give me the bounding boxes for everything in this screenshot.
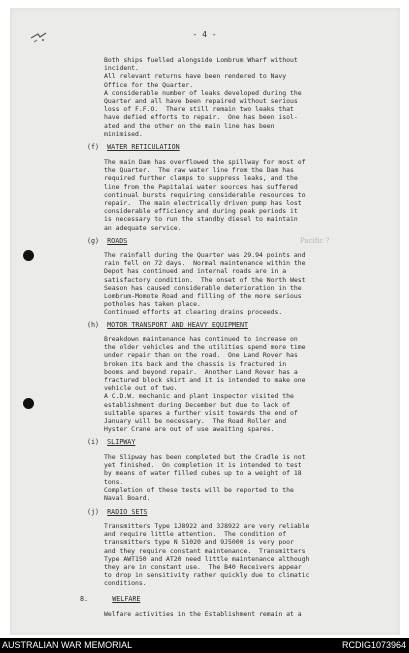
text-line: is necessary to run the standby diesel to maintain [104,215,298,224]
text-line: Hyster Crane are out of use awaiting spares. [104,425,275,434]
text-line: A considerable number of leaks developed during the [104,88,302,97]
section-body-motor-transport [104,335,354,433]
section-title: WATER RETICULATION [107,143,180,151]
text-line: Completion of these tests will be reported to the [104,485,294,494]
intro-paragraph [104,56,354,138]
section-title: SLIPWAY [107,438,136,446]
section-heading-j [87,508,147,516]
text-line: tons. [104,477,124,486]
text-line: Quarter and all have been repaired without serious [104,97,298,106]
text-line: the Quarter. The raw water line from the Dam has [104,166,294,175]
text-line: continual bursts requiring considerable resources to [104,190,306,199]
footer-bar [0,638,409,653]
text-line: considerable efficiency and during peak periods it [104,207,298,216]
text-line: The main Dam has overflowed the spillway for most of [104,158,306,166]
text-line: line from the Papitalai water sources has suffered [104,182,298,191]
section-body-radio-sets [104,522,354,588]
text-line: Type AWT150 and AT20 need little maintenance although [104,554,310,563]
text-line: Lombrum-Momote Road and filling of the more serious [104,292,302,301]
text-line: repair. The main electrically driven pump has lost [104,199,302,208]
text-line: to drop in sensitivity rather quickly due to climatic [104,571,310,580]
text-line: booms and beyond repair. Another Land Rover has a [104,367,298,376]
text-line: The rainfall during the Quarter was 29.94 points and [104,251,306,259]
text-line: Naval Board. [104,494,151,503]
text-line: by means of water filled cubes up to a weight of 18 [104,469,302,478]
text-line: All relevant returns have been rendered to Navy [104,72,287,81]
section-marker: 8. [80,595,89,603]
text-line: potholes has taken place. [104,300,201,309]
text-line: ated and the other on the main line has been [104,121,275,130]
text-line: conditions. [104,579,147,588]
section-heading-8 [80,595,140,603]
page-number: - 4 - [192,30,217,39]
section-heading-g [87,237,127,245]
text-line: suitable spares a further visit towards the end of [104,408,298,417]
text-line: they are in constant use. The B40 Receivers appear [104,563,302,572]
text-line: broken its back and the chassis is fractured in [104,359,287,368]
punch-hole-icon [23,250,34,261]
section-marker: (h) [87,321,100,329]
section-marker: (f) [87,143,100,151]
text-line: Breakdown maintenance has continued to increase on [104,335,298,343]
text-line: transmitters type N 51020 and 9J5000 is very poor [104,538,294,547]
text-line: and they require constant maintenance. Transmitters [104,546,306,555]
text-line: vehicle out of two. [104,384,178,393]
text-line: Depot has continued and internal roads are in a [104,267,287,276]
section-heading-h [87,321,248,329]
text-line: rain fell on 72 days. Normal maintenance within the [104,259,306,268]
text-line: the older vehicles and the utilities spend more time [104,343,306,352]
text-line: incident. [104,64,139,73]
section-title: WELFARE [112,595,141,603]
text-line: have defied efforts to repair. One has been isol- [104,113,298,122]
section-title: ROADS [107,237,128,245]
section-heading-f [87,143,180,151]
text-line: A C.D.W. mechanic and plant inspector visited the [104,392,294,401]
section-title: RADIO SETS [107,508,148,516]
section-body-welfare [104,610,354,618]
text-line: Welfare activities in the Establishment remain at a [104,610,302,618]
text-line: Both ships fuelled alongside Lombrum Wharf without [104,56,298,64]
text-line: an adequate service. [104,223,182,232]
text-line: Office for the Quarter. [104,80,194,89]
punch-hole-icon [23,398,34,409]
text-line: loss of F.F.O. There still remain two leaks that [104,105,294,114]
section-body-water-reticulation [104,158,354,232]
section-body-slipway [104,453,354,502]
text-line: satisfactory condition. The onset of the North West [104,275,306,284]
section-marker: (g) [87,237,100,245]
text-line: minimised. [104,129,143,138]
text-line: establishment during December but due to lack of [104,400,291,409]
footer-record-id: RCDIG1073964 [341,640,406,650]
text-line: The Slipway has been completed but the Cradle is not [104,453,306,461]
text-line: yet finished. On completion it is intended to test [104,461,302,470]
text-line: Continued efforts at clearing drains proceeds. [104,308,283,317]
footer-source: AUSTRALIAN WAR MEMORIAL [2,640,133,650]
pencil-annotation: Pacific ? [300,237,330,245]
text-line: Season has caused considerable deterioration in the [104,283,302,292]
text-line: fractured block skirt and it is intended to make one [104,376,306,385]
section-heading-i [87,438,135,446]
section-marker: (i) [87,438,100,446]
text-line: Transmitters Type 1J8922 and 3J8922 are very reliable [104,522,310,530]
section-title: MOTOR TRANSPORT AND HEAVY EQUIPMENT [107,321,249,329]
text-line: under repair than on the road. One Land Rover has [104,351,298,360]
section-marker: (j) [87,508,100,516]
section-body-roads [104,251,354,317]
text-line: January will be necessary. The Road Roller and [104,417,287,426]
text-line: and require little attention. The condition of [104,530,287,539]
text-line: required further clamps to suppress leaks, and the [104,174,298,183]
